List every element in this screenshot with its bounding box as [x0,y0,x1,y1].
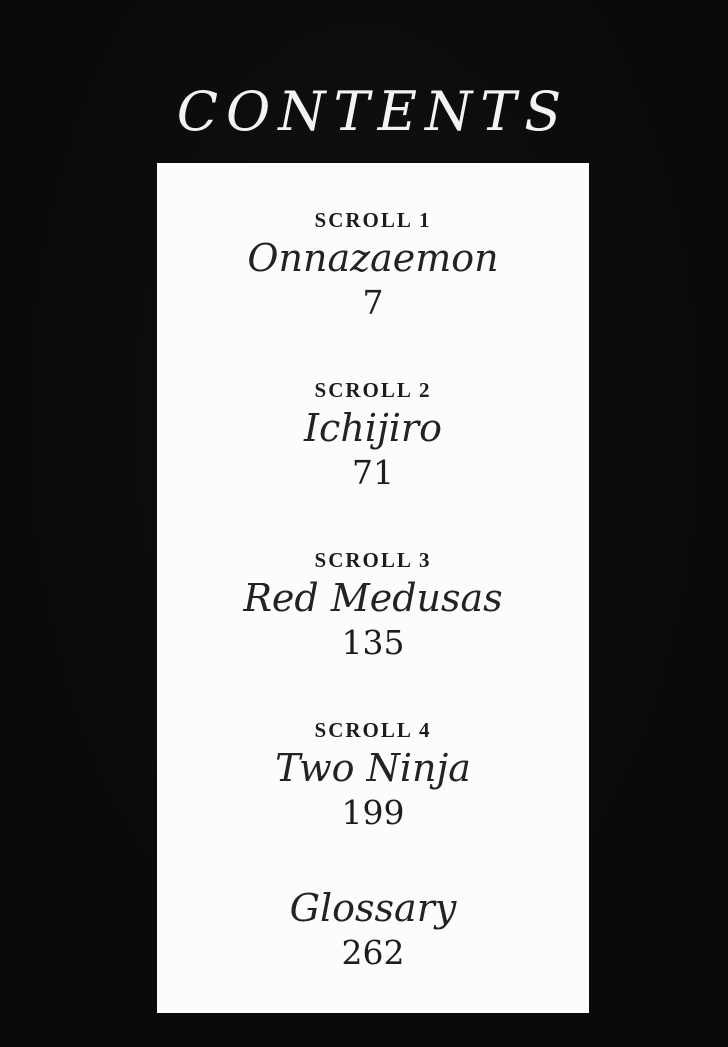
toc-scroll-label: SCROLL 4 [314,718,432,742]
toc-page-number: 199 [341,793,405,832]
contents-panel [157,163,589,1013]
toc-chapter-title: Two Ninja [275,746,471,790]
toc-page-number: 262 [341,933,405,972]
toc-entry-scroll-3 [243,545,502,665]
toc-entry-glossary [290,885,457,975]
toc-chapter-title: Glossary [289,886,457,930]
toc-chapter-title: Ichijiro [304,406,442,450]
toc-entry-scroll-4 [275,715,471,835]
toc-page-number: 135 [341,623,405,662]
toc-page-number: 71 [352,453,394,492]
toc-scroll-label: SCROLL 1 [314,208,432,232]
toc-chapter-title: Red Medusas [243,576,503,620]
toc-entry-scroll-1 [247,205,498,325]
toc-scroll-label: SCROLL 2 [314,378,432,402]
toc-page-number: 7 [362,283,384,322]
toc-scroll-label: SCROLL 3 [314,548,432,572]
toc-entry-scroll-2 [304,375,442,495]
contents-title: CONTENTS [176,80,570,143]
toc-chapter-title: Onnazaemon [247,236,499,280]
